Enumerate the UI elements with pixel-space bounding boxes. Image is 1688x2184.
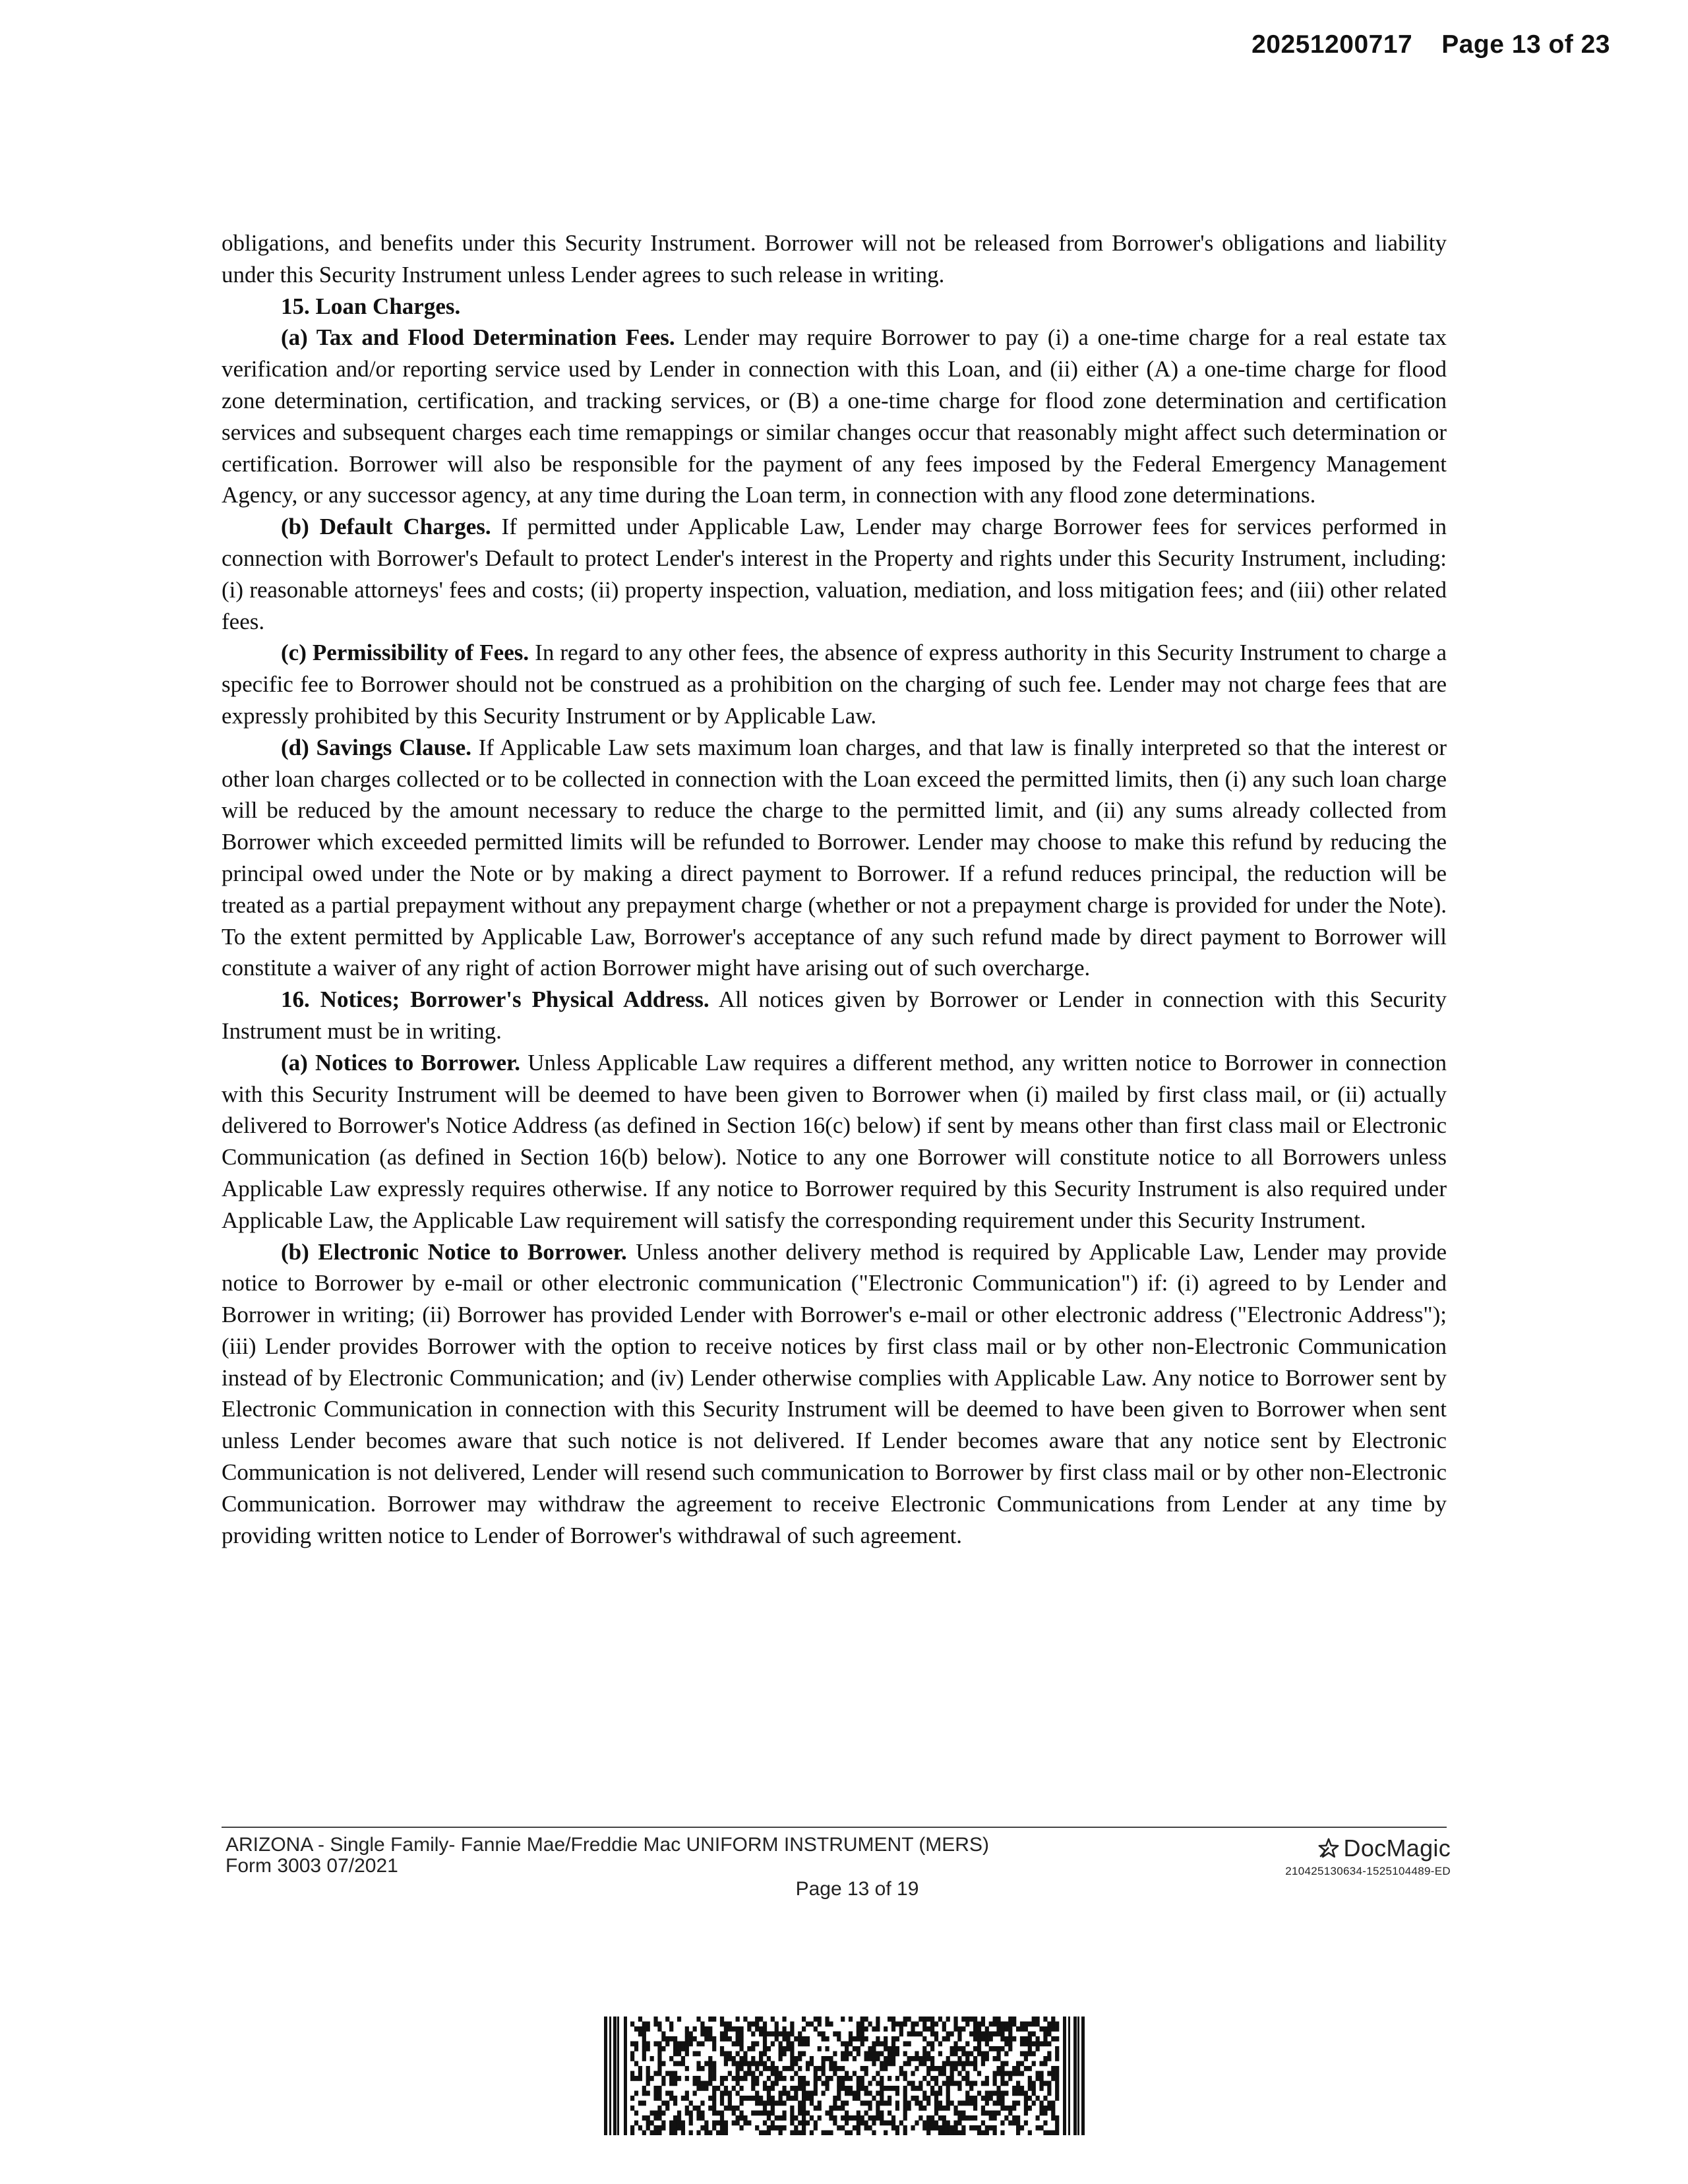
recording-stamp xyxy=(1251,30,1610,59)
form-number: Form 3003 07/2021 xyxy=(226,1855,398,1877)
footer-form-info xyxy=(226,1835,989,1877)
docmagic-logo-text: DocMagic xyxy=(1343,1835,1451,1862)
footer-divider xyxy=(222,1827,1447,1828)
section-16b-text: Unless another delivery method is required by Applicable Law, Lender may provide notice to Borrower by e-mail or other electronic communication ("Electronic Communication") if: (i) agreed to by Lender and Borrower in writing; (ii) Borrower has provided Lender with Borrower's e-mail or other electronic address ("Electronic Address"); (iii) Lender provides Borrower with the option to receive notices by first class mail or by other non-Electronic Communication instead of by Electronic Communication; and (iv) Lender otherwise complies with Applicable Law. Any notice to Borrower sent by Electronic Communication in connection with this Security Instrument will be deemed to have been given to Borrower when sent unless Lender becomes aware that such notice is not delivered. If Lender becomes aware that any notice sent by Electronic Communication is not delivered, Lender will resend such communication to Borrower by first class mail or by other non-Electronic Communication. Borrower may withdraw the agreement to receive Electronic Communications from Lender at any time by providing written notice to Lender of Borrower's withdrawal of such agreement. xyxy=(222,1238,1447,1548)
section-16 xyxy=(222,984,1447,1047)
section-15a xyxy=(222,322,1447,511)
section-16a xyxy=(222,1047,1447,1236)
section-15c-heading: (c) Permissibility of Fees. xyxy=(281,640,529,666)
recording-page-label: Page 13 of 23 xyxy=(1441,30,1610,59)
page-number: Page 13 of 19 xyxy=(795,1878,919,1900)
section-15d-text: If Applicable Law sets maximum loan charges, and that law is finally interpreted so that the interest or other loan charges collected or to be collected in connection with the Loan exceed the permitted limits, then (i) any such loan charge will be reduced by the amount necessary to reduce the charge to the permitted limit, and (ii) any sums already collected from Borrower which exceeded permitted limits will be refunded to Borrower. Lender may choose to make this refund by reducing the principal owed under the Note or by making a direct payment to Borrower. If a refund reduces principal, the reduction will be treated as a partial prepayment without any prepayment charge (whether or not a prepayment charge is provided for under the Note). To the extent permitted by Applicable Law, Borrower's acceptance of any such refund made by direct payment to Borrower will constitute a waiver of any right of action Borrower might have arising out of such overcharge. xyxy=(222,734,1447,981)
section-15d-heading: (d) Savings Clause. xyxy=(281,734,471,760)
section-15a-heading: (a) Tax and Flood Determination Fees. xyxy=(281,324,675,351)
section-15c xyxy=(222,637,1447,731)
section-15d xyxy=(222,732,1447,984)
form-title: ARIZONA - Single Family- Fannie Mae/Freddie Mac UNIFORM INSTRUMENT (MERS) xyxy=(226,1834,989,1856)
section-16b xyxy=(222,1236,1447,1552)
star-outline-icon xyxy=(1317,1837,1340,1860)
recording-number: 20251200717 xyxy=(1251,30,1413,59)
section-15b-heading: (b) Default Charges. xyxy=(281,514,491,540)
docmagic-branding xyxy=(1285,1835,1451,1878)
section-16-heading: 16. Notices; Borrower's Physical Address. xyxy=(281,986,709,1013)
section-16b-heading: (b) Electronic Notice to Borrower. xyxy=(281,1238,627,1265)
barcode-graphic xyxy=(604,2017,1085,2135)
document-body xyxy=(222,228,1447,1551)
document-code: 210425130634-1525104489-ED xyxy=(1285,1865,1451,1877)
section-16a-text: Unless Applicable Law requires a different method, any written notice to Borrower in connection with this Security Instrument will be deemed to have been given to Borrower when (i) mailed by first class mail, or (ii) actually delivered to Borrower's Notice Address (as defined in Section 16(c) below) if sent by means other than first class mail or Electronic Communication (as defined in Section 16(b) below). Notice to any one Borrower will constitute notice to all Borrowers unless Applicable Law expressly requires otherwise. If any notice to Borrower required by this Security Instrument is also required under Applicable Law, the Applicable Law requirement will satisfy the corresponding requirement under this Security Instrument. xyxy=(222,1049,1447,1233)
paragraph-continuation: obligations, and benefits under this Security Instrument. Borrower will not be released from Borrower's obligations and liability under this Security Instrument unless Lender agrees to such release in writing. xyxy=(222,230,1447,288)
section-16-text: All notices given by Borrower or Lender in connection with this Security Instrument must be in writing. xyxy=(222,986,1447,1044)
section-15-heading: 15. Loan Charges. xyxy=(281,293,461,319)
section-16a-heading: (a) Notices to Borrower. xyxy=(281,1049,521,1076)
section-15b xyxy=(222,511,1447,637)
section-15a-text: Lender may require Borrower to pay (i) a one-time charge for a real estate tax verification and/or reporting service used by Lender in connection with this Loan, and (ii) either (A) a one-time charge for flood zone determination, certification, and tracking services, or (B) a one-time charge for flood zone determination and certification services and subsequent charges each time remappings or similar changes occur that reasonably might affect such determination or certification. Borrower will also be responsible for the payment of any fees imposed by the Federal Emergency Management Agency, or any successor agency, at any time during the Loan term, in connection with any flood zone determinations. xyxy=(222,324,1447,508)
section-15b-text: If permitted under Applicable Law, Lender may charge Borrower fees for services performed in connection with Borrower's Default to protect Lender's interest in the Property and rights under this Security Instrument, including: (i) reasonable attorneys' fees and costs; (ii) property inspection, valuation, mediation, and loss mitigation fees; and (iii) other related fees. xyxy=(222,514,1447,634)
section-15c-text: In regard to any other fees, the absence of express authority in this Security Instrument to charge a specific fee to Borrower should not be construed as a prohibition on the charging of such fee. Lender may not charge fees that are expressly prohibited by this Security Instrument or by Applicable Law. xyxy=(222,640,1447,729)
